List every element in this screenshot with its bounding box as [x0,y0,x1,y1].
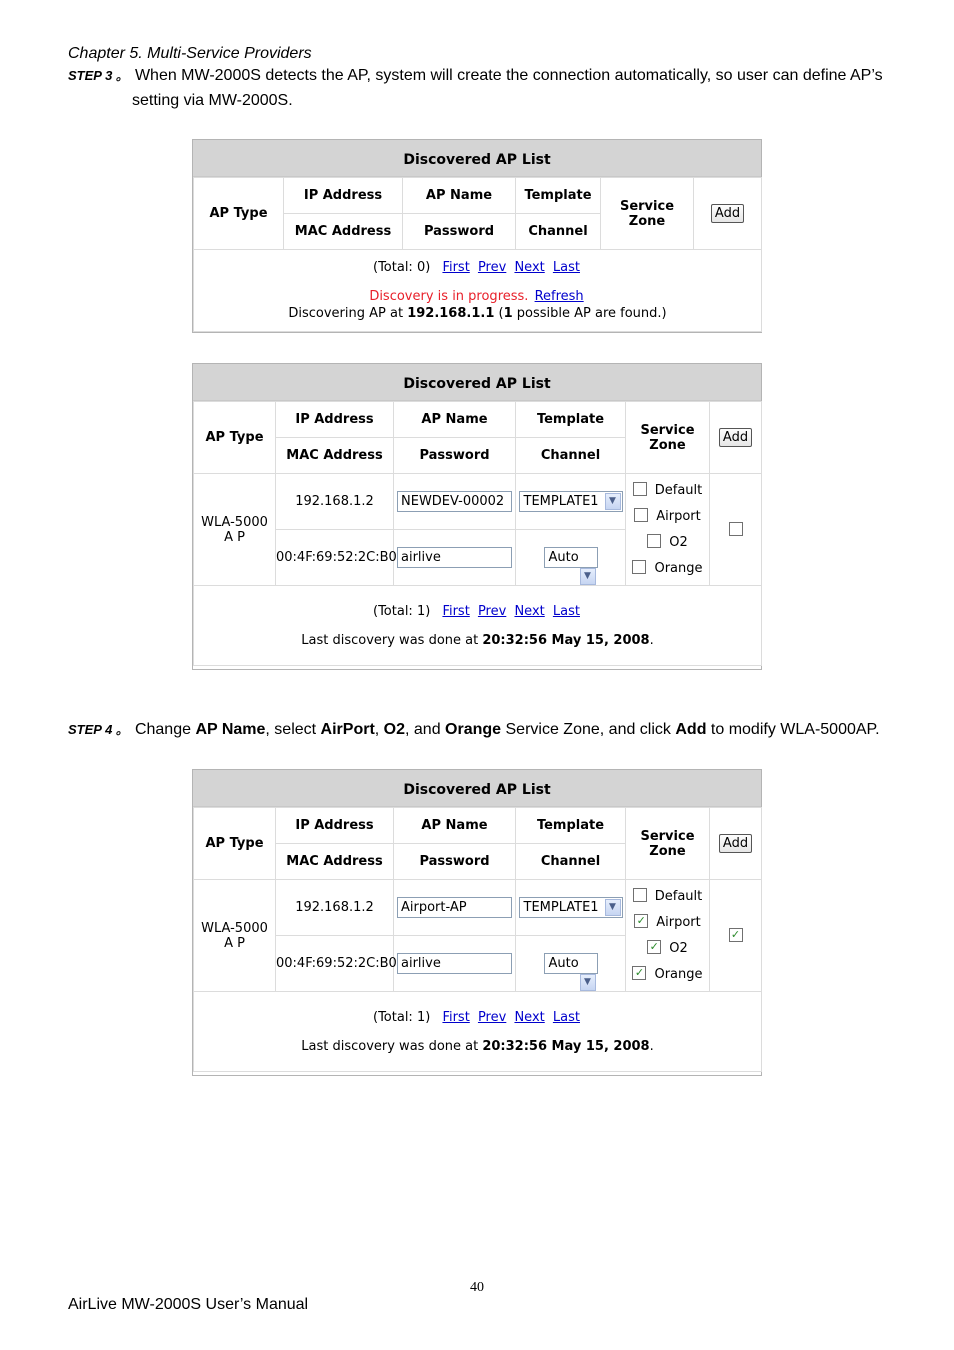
header-ap-type: AP Type [194,178,284,250]
header-template: Template [516,178,601,214]
chevron-down-icon: ▼ [605,899,621,916]
last-prefix: Last discovery was done at [301,632,483,648]
channel-cell [516,530,626,586]
disc-count: 1 [503,306,513,321]
prev-link[interactable]: Prev [477,260,507,275]
password-input[interactable]: airlive [397,547,512,568]
add-cell [710,808,762,880]
header-password: Password [394,438,516,474]
zone-checkbox[interactable] [633,482,647,496]
panel-title: Discovered AP List [193,140,761,177]
last-link[interactable]: Last [552,1009,580,1025]
header-ip-address: IP Address [276,808,394,844]
step4-bold: Add [675,721,707,738]
ip-value: 192.168.1.2 [276,880,394,936]
header-service: Service [640,828,695,844]
last-time: 20:32:56 May 15, 2008 [482,1038,650,1054]
chapter-title: Chapter 5. Multi-Service Providers [68,45,312,62]
ap-type-cell [194,474,276,586]
discovered-ap-list-2 [192,363,762,670]
total-count: (Total: 0) [373,260,431,275]
step4-label: STEP 4 。 [68,722,129,737]
next-link[interactable]: Next [514,260,545,275]
add-checkbox-cell [710,474,762,586]
table-footer [194,992,762,1072]
ap-name-input[interactable]: NEWDEV-00002 [397,491,512,512]
header-password: Password [403,214,516,250]
header-ap-name: AP Name [403,178,516,214]
panel-title: Discovered AP List [193,364,761,401]
add-checkbox-cell [710,880,762,992]
prev-link[interactable]: Prev [477,1009,507,1025]
last-suffix: . [649,1038,654,1054]
refresh-link[interactable]: Refresh [534,289,584,304]
pagination [194,604,761,619]
template-select[interactable] [519,897,623,918]
ap-type-value: WLA-5000A P [201,920,268,951]
add-button[interactable]: Add [711,204,744,223]
header-zone: Zone [649,437,686,453]
disc-ip: 192.168.1.1 [407,306,495,321]
pagination [194,260,761,275]
step4-bold: AP Name [195,721,266,738]
channel-value: Auto [548,956,579,971]
ap-type-cell [194,880,276,992]
channel-select[interactable] [544,953,598,987]
discovered-ap-list-1 [192,139,762,333]
ip-value: 192.168.1.2 [276,474,394,530]
zone-item-o2[interactable] [626,936,709,962]
add-button[interactable]: Add [719,834,752,853]
step4-text: to modify WLA-5000AP. [706,721,880,738]
service-zone-list [626,474,710,586]
last-discovery [194,1039,761,1054]
ap-name-cell [394,880,516,936]
header-channel: Channel [516,844,626,880]
step4-text: , and [405,721,446,738]
last-suffix: . [649,632,654,648]
add-cell [710,402,762,474]
add-checkbox[interactable] [729,522,743,536]
total-count: (Total: 1) [373,1009,431,1025]
next-link[interactable]: Next [514,603,545,619]
header-password: Password [394,844,516,880]
header-channel: Channel [516,214,601,250]
table-footer [194,250,762,332]
disc-prefix: Discovering AP at [288,306,408,321]
zone-label: Airport [656,508,701,524]
prev-link[interactable]: Prev [477,603,507,619]
header-channel: Channel [516,438,626,474]
ap-name-cell [394,474,516,530]
table-footer [194,586,762,666]
zone-item-orange[interactable] [626,962,709,988]
zone-checkbox[interactable]: ✓ [634,914,648,928]
manual-name: AirLive MW-2000S User’s Manual [68,1296,309,1313]
step4-text: , select [265,721,321,738]
zone-checkbox[interactable] [634,508,648,522]
zone-item-orange[interactable] [626,556,709,582]
header-zone: Zone [649,843,686,859]
step4-line [68,718,880,742]
template-value: TEMPLATE1 [523,494,599,509]
zone-label: Orange [654,560,703,576]
zone-label: O2 [669,940,688,956]
zone-item-default[interactable] [626,884,709,910]
channel-cell [516,936,626,992]
zone-label: Orange [654,966,703,982]
discovery-status [194,289,761,304]
mac-value: 00:4F:69:52:2C:B0 [276,936,394,992]
header-template: Template [516,402,626,438]
step4-bold: O2 [383,721,406,738]
progress-text: Discovery is in progress. [369,289,529,304]
header-service-zone [626,402,710,474]
header-ip-address: IP Address [276,402,394,438]
last-link[interactable]: Last [552,603,580,619]
pagination [194,1010,761,1025]
add-button[interactable]: Add [719,428,752,447]
header-mac-address: MAC Address [276,844,394,880]
header-ap-type: AP Type [194,402,276,474]
ap-type-value: WLA-5000A P [201,514,268,545]
step3-text1: When MW-2000S detects the AP, system will create the connection automatically, so user can define AP’s [134,67,883,84]
ap-table-3 [193,807,762,1072]
header-template: Template [516,808,626,844]
password-input[interactable]: airlive [397,953,512,974]
service-zone-list [626,880,710,992]
channel-value: Auto [548,550,579,565]
total-count: (Total: 1) [373,603,431,619]
discovering-info [194,306,761,321]
header-ap-name: AP Name [394,402,516,438]
chevron-down-icon: ▼ [580,974,596,991]
add-checkbox[interactable]: ✓ [729,928,743,942]
first-link[interactable]: First [442,260,470,275]
zone-checkbox[interactable]: ✓ [647,940,661,954]
page-number: 40 [470,1280,484,1295]
template-cell [516,880,626,936]
password-cell [394,530,516,586]
add-cell [694,178,762,250]
zone-item-airport[interactable] [626,910,709,936]
step3-text2: setting via MW-2000S. [132,92,293,109]
step4-text: Service Zone, and click [501,721,676,738]
last-link[interactable]: Last [552,260,580,275]
password-cell [394,936,516,992]
disc-suffix: possible AP are found.) [512,306,667,321]
step4-bold: Orange [445,721,502,738]
zone-label: Airport [656,914,701,930]
zone-label: Default [654,482,703,498]
header-mac-address: MAC Address [276,438,394,474]
zone-checkbox[interactable] [647,534,661,548]
zone-item-o2[interactable] [626,530,709,556]
zone-item-airport[interactable] [626,504,709,530]
ap-table-1 [193,177,762,332]
panel-title: Discovered AP List [193,770,761,807]
chevron-down-icon: ▼ [580,568,596,585]
zone-checkbox[interactable]: ✓ [632,966,646,980]
header-service-zone [626,808,710,880]
template-cell [516,474,626,530]
ap-name-input[interactable]: Airport-AP [397,897,512,918]
mac-value: 00:4F:69:52:2C:B0 [276,530,394,586]
last-discovery [194,633,761,648]
step4-text: Change [134,721,196,738]
zone-label: Default [654,888,703,904]
header-service-zone: Service Zone [601,178,694,250]
zone-checkbox[interactable] [633,888,647,902]
header-mac-address: MAC Address [284,214,403,250]
template-select[interactable] [519,491,623,512]
last-time: 20:32:56 May 15, 2008 [482,632,650,648]
channel-select[interactable] [544,547,598,581]
header-ap-type: AP Type [194,808,276,880]
zone-label: O2 [669,534,688,550]
header-ap-name: AP Name [394,808,516,844]
step4-text: , [374,721,384,738]
discovered-ap-list-3 [192,769,762,1076]
step3-line [68,64,883,88]
step4-bold: AirPort [320,721,375,738]
last-prefix: Last discovery was done at [301,1038,483,1054]
step3-label: STEP 3 。 [68,68,129,83]
zone-checkbox[interactable] [632,560,646,574]
first-link[interactable]: First [442,603,470,619]
zone-item-default[interactable] [626,478,709,504]
next-link[interactable]: Next [514,1009,545,1025]
header-ip-address: IP Address [284,178,403,214]
disc-mid: ( [494,306,504,321]
ap-table-2 [193,401,762,666]
chevron-down-icon: ▼ [605,493,621,510]
header-service: Service [640,422,695,438]
first-link[interactable]: First [442,1009,470,1025]
template-value: TEMPLATE1 [523,900,599,915]
